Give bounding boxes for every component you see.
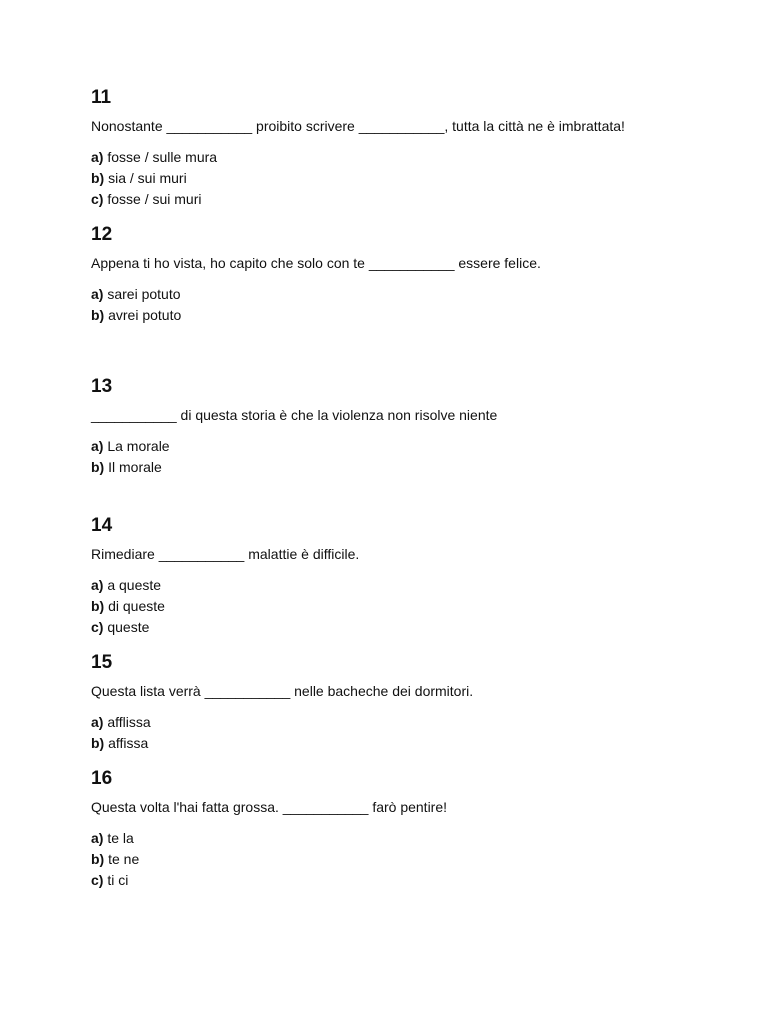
option-text: queste [103,619,150,635]
question-text: Questa lista verrà ___________ nelle bacheche dei dormitori. [91,683,474,699]
question-text: Appena ti ho vista, ho capito che solo con te ___________ essere felice. [91,255,541,271]
option-list [91,147,731,210]
question-15 [91,652,731,754]
option-text: affissa [104,735,149,751]
question-14 [91,515,731,638]
option-letter: a) [91,149,104,165]
option-letter: b) [91,307,105,323]
option-b [91,168,731,189]
option-b [91,733,731,754]
option-text: di queste [104,598,165,614]
option-letter: c) [91,619,104,635]
option-letter: b) [91,170,105,186]
option-a [91,436,731,457]
option-c [91,870,731,891]
option-list [91,828,731,891]
option-a [91,284,731,305]
option-b [91,849,731,870]
option-letter: b) [91,735,105,751]
option-text: te la [103,830,134,846]
question-16 [91,768,731,891]
option-letter: c) [91,191,104,207]
option-letter: a) [91,286,104,302]
question-number: 12 [91,224,113,245]
option-b [91,596,731,617]
option-a [91,712,731,733]
option-list [91,436,731,478]
option-b [91,457,731,478]
option-letter: a) [91,830,104,846]
option-letter: b) [91,459,105,475]
option-text: te ne [104,851,140,867]
question-number: 16 [91,768,113,789]
option-text: Il morale [104,459,162,475]
option-letter: b) [91,851,105,867]
question-text: Rimediare ___________ malattie è difficile. [91,546,360,562]
option-letter: a) [91,714,104,730]
option-text: La morale [103,438,170,454]
option-text: fosse / sulle mura [103,149,218,165]
option-letter: a) [91,577,104,593]
option-text: sia / sui muri [104,170,187,186]
option-c [91,189,731,210]
option-text: a queste [103,577,162,593]
option-text: avrei potuto [104,307,182,323]
question-text: Nonostante ___________ proibito scrivere ___________, tutta la città ne è imbrattata! [91,118,625,134]
option-a [91,147,731,168]
question-13 [91,376,731,478]
option-list [91,575,731,638]
option-c [91,617,731,638]
question-text: Questa volta l'hai fatta grossa. ___________ farò pentire! [91,799,448,815]
option-text: afflissa [103,714,151,730]
option-a [91,828,731,849]
option-list [91,284,731,326]
question-11 [91,87,731,210]
option-text: ti ci [103,872,129,888]
option-a [91,575,731,596]
question-text: ___________ di questa storia è che la violenza non risolve niente [91,407,498,423]
option-list [91,712,731,754]
question-number: 11 [91,87,112,108]
option-text: sarei potuto [103,286,181,302]
question-12 [91,224,731,326]
option-letter: a) [91,438,104,454]
option-letter: b) [91,598,105,614]
question-number: 13 [91,376,113,397]
question-number: 14 [91,515,113,536]
question-number: 15 [91,652,113,673]
option-b [91,305,731,326]
option-text: fosse / sui muri [103,191,202,207]
option-letter: c) [91,872,104,888]
